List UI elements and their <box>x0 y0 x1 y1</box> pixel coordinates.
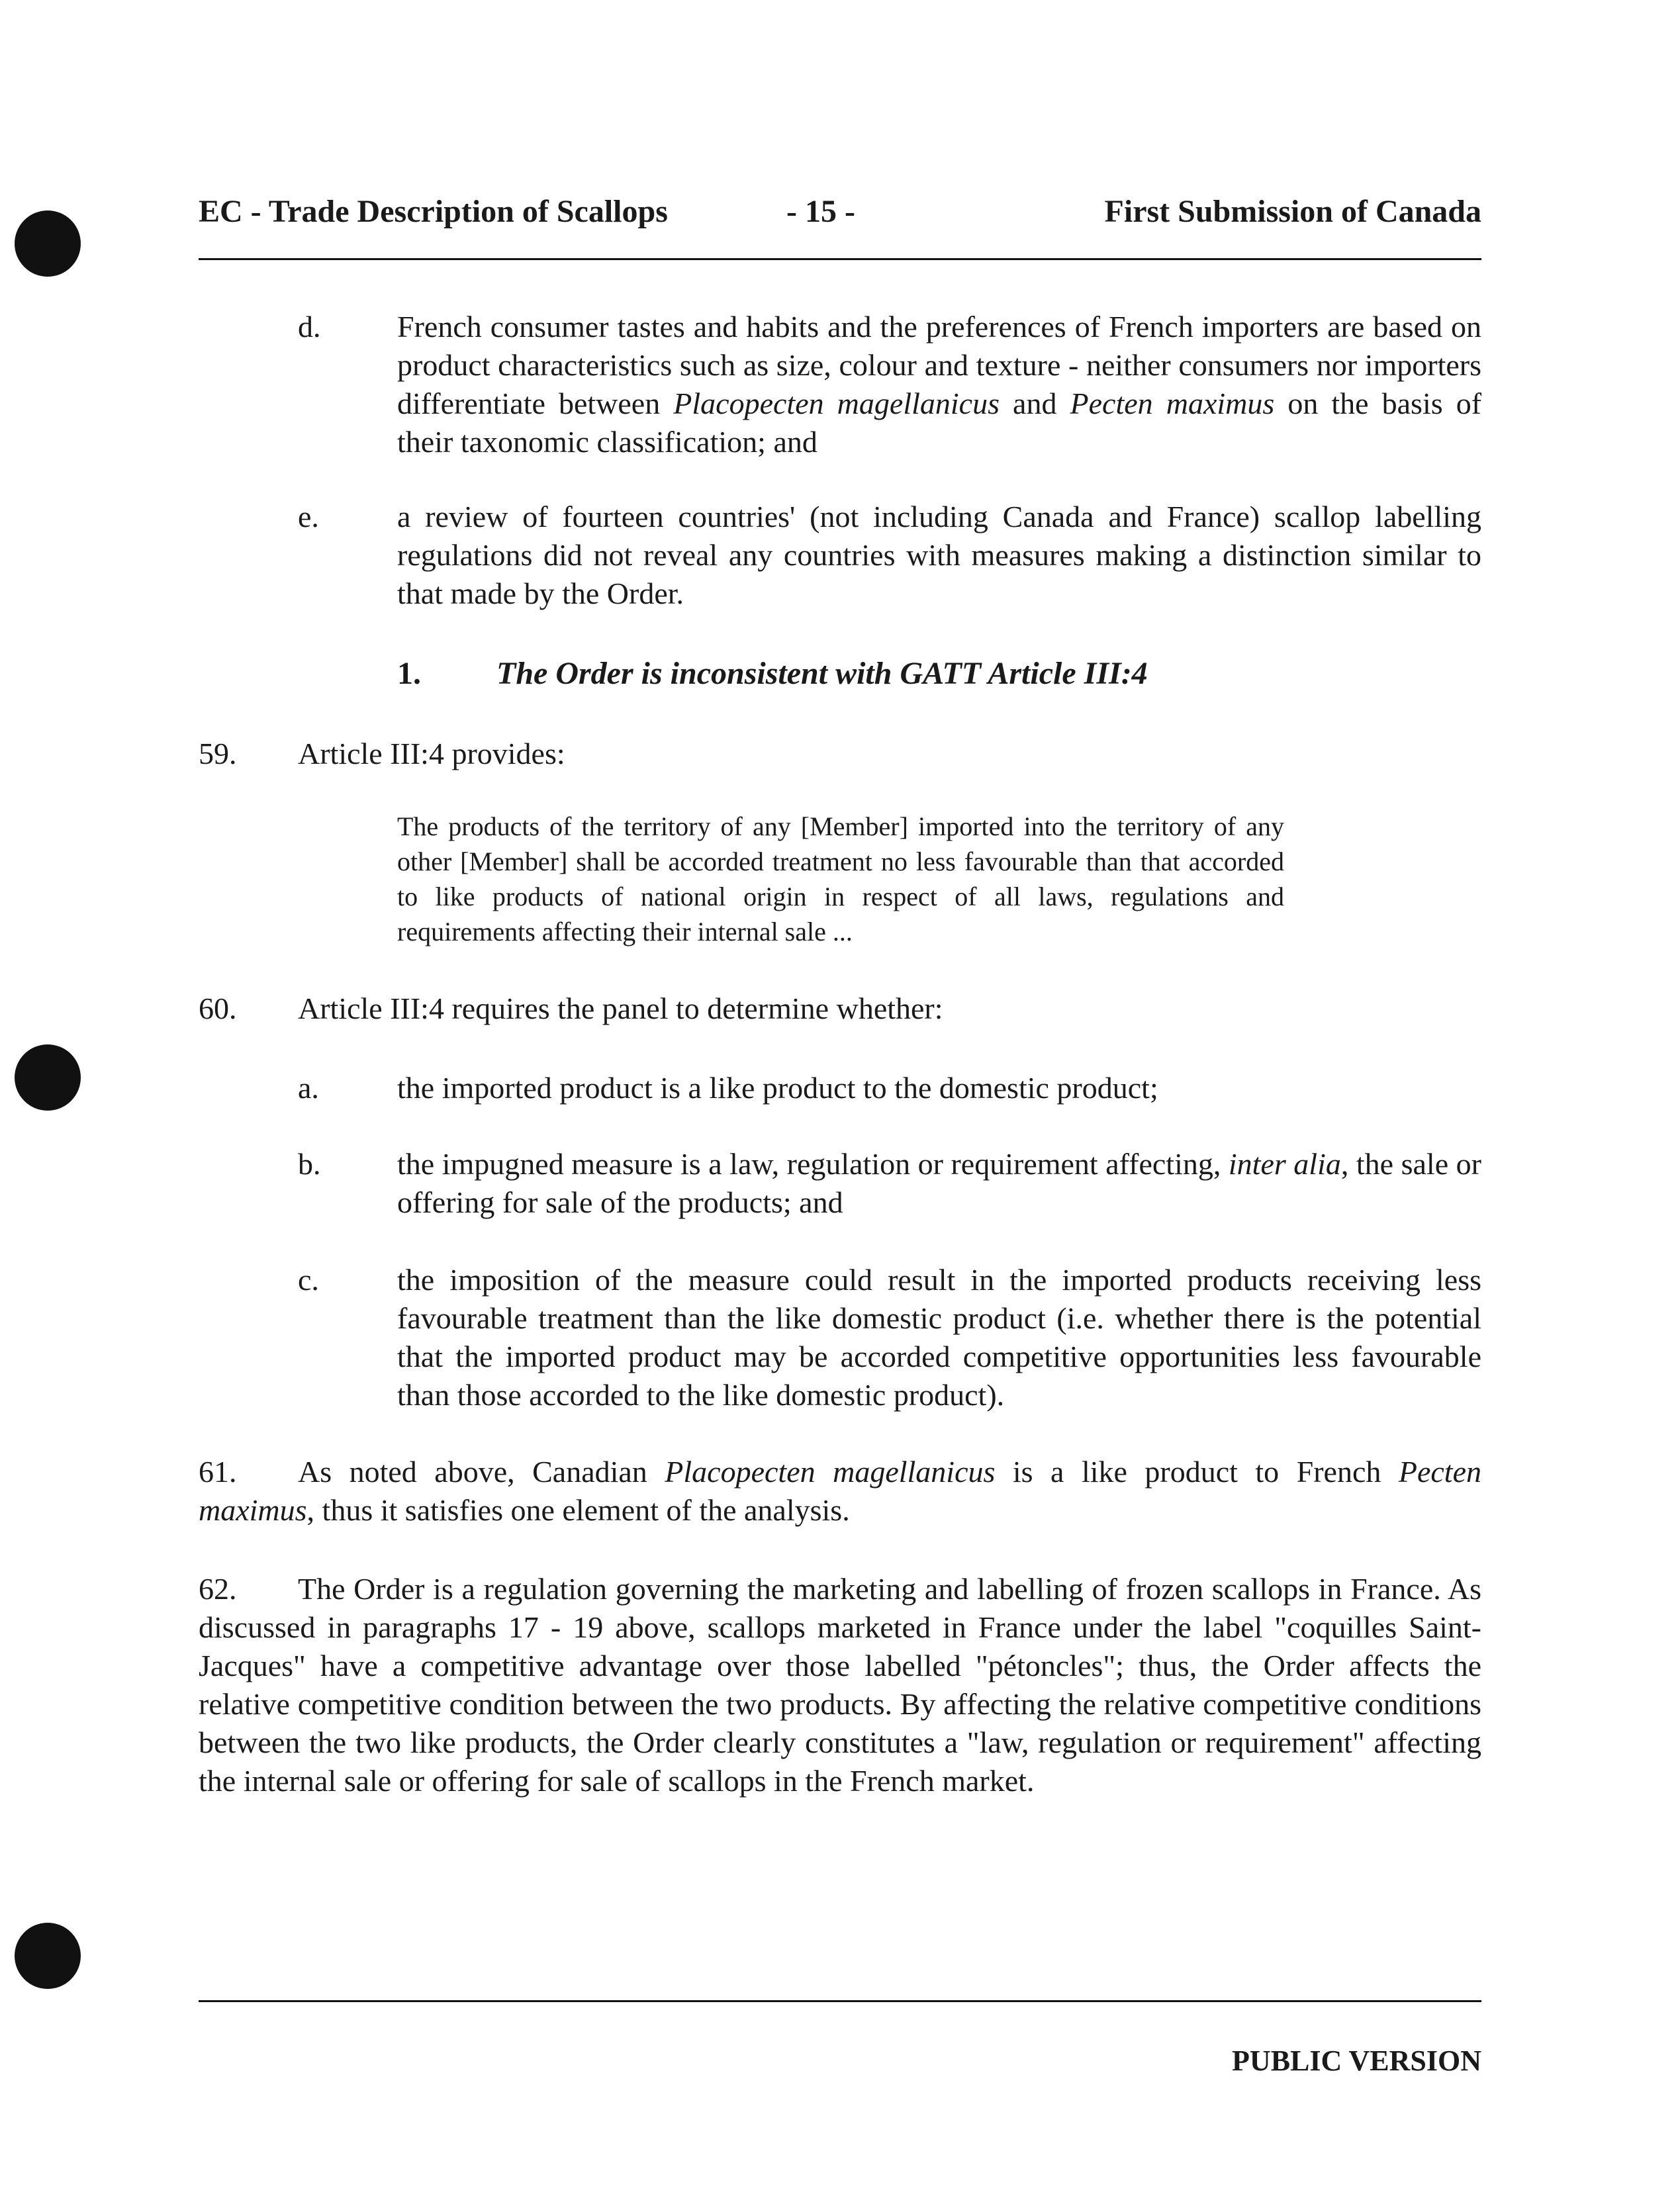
punch-hole-top <box>15 210 81 277</box>
document-body <box>199 0 1481 2206</box>
section-heading <box>397 655 1148 692</box>
punch-hole-middle <box>15 1044 81 1111</box>
header-title: EC - Trade Description of Scallops <box>199 194 668 229</box>
section-number: 1. <box>397 656 421 691</box>
paragraph-number: 60. <box>199 991 237 1025</box>
list-label: e. <box>298 500 319 533</box>
paragraph-text: The Order is a regulation governing the marketing and labelling of frozen scallops in France. As discussed in paragraphs 17 - 19 above, scallops marketed in France under the label "coquilles Saint-Jacques" have a competitive advantage over those labelled "pétoncles"; thus, the Order affects the relative competitive condition between the two products. By affecting the relative competitive conditions between the two like products, the Order clearly constitutes a "law, regulation or requirement" affecting the internal sale or offering for sale of scallops in the French market. <box>199 1572 1481 1798</box>
list-text: the imported product is a like product to the domestic product; <box>397 1071 1158 1105</box>
section-title: The Order is inconsistent with GATT Article III:4 <box>496 656 1148 691</box>
page-number: - 15 - <box>786 194 855 229</box>
paragraph-62 <box>199 1570 1481 1800</box>
paragraph-text: As noted above, Canadian Placopecten magellanicus is a like product to French Pecten maximus, thus it satisfies one element of the analysis. <box>199 1455 1482 1527</box>
footer-rule <box>199 2000 1481 2002</box>
list-text: the imposition of the measure could result in the imported products receiving less favourable treatment than the like domestic product (i.e. whether there is the potential that the imported product may be accorded competitive opportunities less favourable than those accorded to the like domestic product). <box>397 1263 1481 1412</box>
list-label: b. <box>298 1147 321 1181</box>
list-item-a <box>199 1069 1481 1107</box>
list-item-e <box>199 498 1481 613</box>
list-text: a review of fourteen countries' (not including Canada and France) scallop labelling regulations did not reveal any countries with measures making a distinction similar to that made by the Order. <box>397 500 1481 610</box>
list-text: French consumer tastes and habits and the preferences of French importers are based on product characteristics such as size, colour and texture - neither consumers nor importers differentiate between Placopecten magellanicus and Pecten maximus on the basis of their taxonomic classification; and <box>397 310 1482 459</box>
header-submission: First Submission of Canada <box>1104 194 1481 229</box>
list-item-d <box>199 308 1481 461</box>
paragraph-59 <box>199 735 1481 773</box>
list-text: the impugned measure is a law, regulation or requirement affecting, inter alia, the sale or offering for sale of the products; and <box>397 1147 1481 1219</box>
paragraph-number: 59. <box>199 737 237 770</box>
list-label: c. <box>298 1263 319 1297</box>
paragraph-text: Article III:4 provides: <box>298 737 565 770</box>
list-label: d. <box>298 310 321 344</box>
paragraph-number: 62. <box>199 1572 237 1606</box>
paragraph-number: 61. <box>199 1455 237 1489</box>
list-item-c <box>199 1261 1481 1414</box>
paragraph-text: Article III:4 requires the panel to determine whether: <box>298 991 943 1025</box>
list-item-b <box>199 1145 1481 1222</box>
footer-label: PUBLIC VERSION <box>1232 2045 1481 2077</box>
block-quote: The products of the territory of any [Member] imported into the territory of any other [Member] shall be accorded treatment no less favourable than that accorded to like products of national origin in respect of all laws, regulations and requirements affecting their internal sale ... <box>397 811 1284 946</box>
punch-hole-bottom <box>15 1923 81 1989</box>
list-label: a. <box>298 1071 319 1105</box>
paragraph-60 <box>199 989 1481 1028</box>
paragraph-61 <box>199 1453 1481 1530</box>
